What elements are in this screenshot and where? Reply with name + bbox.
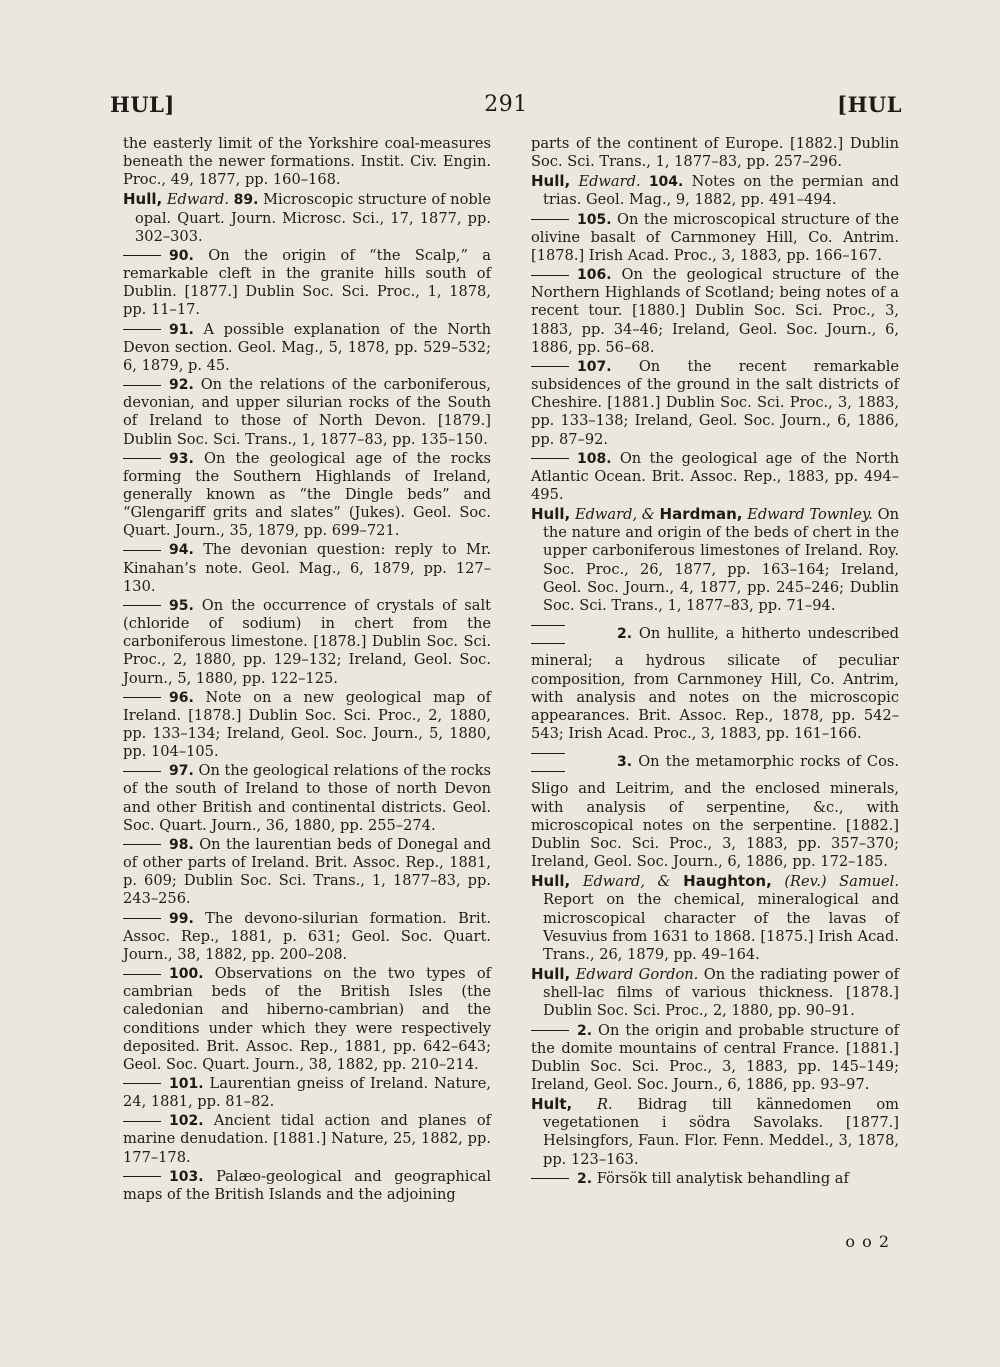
entry-author-given: Edward, & xyxy=(574,506,655,524)
repeat-dash xyxy=(123,458,161,459)
entry-coauthor: Haughton, xyxy=(683,872,772,891)
entry-text: On the radiating power of shell-lac films of various thickness. [1878.] Dublin Soc. Sci. Proc., 2, 1880, pp. 90–91. xyxy=(543,966,900,1020)
repeat-dash xyxy=(531,458,569,459)
entry-number: 107. xyxy=(577,358,612,375)
bibliography-entry xyxy=(123,1075,491,1111)
entry-number: 97. xyxy=(169,763,194,780)
bibliography-entry xyxy=(531,1170,899,1188)
repeat-dash xyxy=(123,771,161,772)
repeat-dash xyxy=(123,974,161,975)
right-column xyxy=(531,135,899,1189)
entry-number: 103. xyxy=(169,1168,204,1185)
entry-author-given: Edward Gordon. xyxy=(575,966,699,984)
entry-number: 2. xyxy=(577,1170,593,1187)
entry-number: 95. xyxy=(169,597,194,614)
entry-text: Ancient tidal action and planes of marine denudation. [1881.] Nature, 25, 1882, pp. 177–178. xyxy=(123,1112,492,1166)
repeat-dash xyxy=(531,1178,569,1179)
entry-number: 99. xyxy=(169,910,194,927)
bibliography-entry xyxy=(123,376,491,449)
entry-author: Hult, xyxy=(531,1095,573,1114)
header-left: HUL] xyxy=(110,92,175,117)
entry-text: the easterly limit of the Yorkshire coal-measures beneath the newer formations. Instit. Civ. Engin. Proc., 49, 1877, pp. 160–168. xyxy=(123,135,491,189)
entry-text: On hullite, a hitherto undescribed mineral; a hydrous silicate of peculiar composition, from Carnmoney Hill, Co. Antrim, with analysis and notes on the microscopic appearances. Brit. Assoc. Rep., 1878, pp. 542–543; Irish Acad. Proc., 3, 1883, pp. 161–166. xyxy=(531,625,900,742)
bibliography-entry xyxy=(123,135,491,189)
bibliography-entry xyxy=(123,762,491,835)
entry-text: Bidrag till kännedomen om vegetationen i södra Savolaks. [1877.] Helsingfors, Faun. Flor. Fenn. Meddel., 3, 1878, pp. 123–163. xyxy=(543,1096,899,1168)
entry-coauthor-given: Edward Townley. xyxy=(747,506,873,524)
repeat-dash xyxy=(123,844,161,845)
entry-text: On the nature and origin of the beds of chert in the upper carboniferous limestones of Ireland. Roy. Soc. Proc., 26, 1877, pp. 163–164; Ireland, Geol. Soc. Journ., 4, 1877, pp. 245–246; Dublin Soc. Sci. Trans., 1, 1877–83, pp. 71–94. xyxy=(543,506,900,614)
repeat-dash xyxy=(123,255,161,256)
entry-text: Note on a new geological map of Ireland. [1878.] Dublin Soc. Sci. Proc., 2, 1880, pp. 133–134; Ireland, Geol. Soc. Journ., 5, 1880, pp. 104–105. xyxy=(123,688,491,761)
entry-text: On the geological structure of the Northern Highlands of Scotland; being notes of a recent tour. [1880.] Dublin Soc. Sci. Proc., 3, 1883, pp. 34–46; Ireland, Geol. Soc. Journ., 6, 1886, pp. 56–68. xyxy=(531,266,900,356)
entry-text: A possible explanation of the North Devon section. Geol. Mag., 5, 1878, pp. 529–532; 6, 1879, p. 45. xyxy=(123,320,492,374)
repeat-dash xyxy=(123,1176,161,1177)
bibliography-entry xyxy=(531,358,899,449)
entry-text: On the recent remarkable subsidences of the ground in the salt districts of Cheshire. [1881.] Dublin Soc. Sci. Proc., 3, 1883, pp. 133–138; Ireland, Geol. Soc. Journ., 6, 1886, pp. 87–92. xyxy=(531,357,899,448)
entry-number: 108. xyxy=(577,450,612,467)
entry-number: 3. xyxy=(617,754,633,771)
bibliography-entry xyxy=(123,321,491,375)
bibliography-entry xyxy=(123,247,491,320)
entry-author: Hull, xyxy=(531,172,571,191)
bibliography-entry xyxy=(123,910,491,964)
entry-number: 104. xyxy=(648,174,684,191)
bibliography-entry xyxy=(531,1095,899,1169)
entry-text: On the relations of the carboniferous, devonian, and upper silurian rocks of the South of Ireland to those of North Devon. [1879.] Dublin Soc. Sci. Trans., 1, 1877–83, pp. 135–150. xyxy=(123,376,492,448)
entry-number: 90. xyxy=(169,247,194,264)
entry-number: 102. xyxy=(169,1113,204,1130)
entry-text: The devono-silurian formation. Brit. Assoc. Rep., 1881, p. 631; Geol. Soc. Quart. Journ., 38, 1882, pp. 200–208. xyxy=(123,909,492,963)
entry-number: 94. xyxy=(169,542,194,559)
repeat-dash xyxy=(123,605,161,606)
repeat-dash xyxy=(123,918,161,919)
entry-text: Microscopic structure of noble opal. Quart. Journ. Microsc. Sci., 17, 1877, pp. 302–303. xyxy=(135,191,492,245)
repeat-dash xyxy=(123,329,161,330)
entry-number: 2. xyxy=(577,1022,593,1039)
entry-text: On the origin and probable structure of the domite mountains of central France. [1881.] Dublin Soc. Sci. Proc., 3, 1883, pp. 145–149; Ireland, Geol. Soc. Journ., 6, 1886, pp. 93–97. xyxy=(531,1021,900,1093)
bibliography-entry xyxy=(123,190,491,245)
bibliography-entry xyxy=(531,450,899,504)
bibliography-entry xyxy=(531,172,899,209)
bibliography-entry xyxy=(123,836,491,909)
repeat-dash xyxy=(531,219,569,220)
entry-text: Report on the chemical, mineralogical and microscopical character of the lavas of Vesuvius from 1631 to 1868. [1875.] Irish Acad. Trans., 26, 1879, pp. 49–164. xyxy=(543,891,899,963)
repeat-dash xyxy=(531,275,569,276)
entry-number: 98. xyxy=(169,836,194,853)
bibliography-entry xyxy=(123,597,491,688)
page-number: 291 xyxy=(484,92,528,117)
entry-number: 2. xyxy=(617,626,633,643)
repeat-dash xyxy=(123,550,161,551)
entry-text: On the laurentian beds of Donegal and of other parts of Ireland. Brit. Assoc. Rep., 1881, p. 609; Dublin Soc. Sci. Trans., 1, 1877–83, pp. 243–256. xyxy=(123,835,491,908)
entry-author: Hull, xyxy=(531,872,571,891)
entry-author-given: R. xyxy=(597,1096,613,1114)
entry-text: On the metamorphic rocks of Cos. Sligo and Leitrim, and the enclosed minerals, with analysis of serpentine, &c., with microscopical notes on the serpentine. [1882.] Dublin Soc. Sci. Proc., 3, 1883, pp. 357–370; Ireland, Geol. Soc. Journ., 6, 1886, pp. 172–185. xyxy=(531,753,900,871)
bibliography-entry xyxy=(123,1112,491,1166)
entry-author-given: Edward. xyxy=(166,191,230,209)
entry-text: parts of the continent of Europe. [1882.] Dublin Soc. Sci. Trans., 1, 1877–83, pp. 257–296. xyxy=(531,135,899,171)
left-column xyxy=(123,135,491,1205)
entry-author: Hull, xyxy=(531,505,571,524)
bibliography-entry xyxy=(531,505,899,615)
entry-text: On the geological age of the rocks forming the Southern Highlands of Ireland, generally known as “the Dingle beds” and “Glengariff grits and slates” (Jukes). Geol. Soc. Quart. Journ., 35, 1879, pp. 699–721. xyxy=(123,449,492,540)
entry-text: On the geological relations of the rocks of the south of Ireland to those of north Devon and other British and continental districts. Geol. Soc. Quart. Journ., 36, 1880, pp. 255–274. xyxy=(123,762,492,834)
running-header xyxy=(110,92,902,128)
entry-coauthor-given: (Rev.) Samuel. xyxy=(784,873,899,891)
entry-number: 105. xyxy=(577,211,612,228)
entry-number: 92. xyxy=(169,377,194,394)
entry-text: Observations on the two types of cambrian beds of the British Isles (the caledonian and hiberno-cambrian) and the conditions under which they were respectively deposited. Brit. Assoc. Rep., 1881, pp. 642–643; Geol. Soc. Quart. Journ., 38, 1882, pp. 210–214. xyxy=(123,965,492,1073)
entry-text: Laurentian gneiss of Ireland. Nature, 24, 1881, pp. 81–82. xyxy=(123,1074,492,1111)
entry-number: 93. xyxy=(169,450,194,467)
bibliography-entry xyxy=(531,211,899,265)
bibliography-entry xyxy=(123,541,491,595)
entry-coauthor: Hardman, xyxy=(659,505,743,524)
bibliography-entry xyxy=(123,1168,491,1204)
repeat-dash xyxy=(123,697,161,698)
bibliography-entry xyxy=(123,450,491,541)
entry-number: 89. xyxy=(233,192,259,209)
repeat-dash xyxy=(531,366,569,367)
entry-number: 101. xyxy=(169,1075,204,1092)
repeat-dash-double xyxy=(531,616,609,652)
entry-number: 106. xyxy=(577,267,612,284)
bibliography-entry xyxy=(531,965,899,1020)
repeat-dash-double xyxy=(531,744,609,780)
entry-author-given: Edward. xyxy=(578,173,641,191)
entry-text: Notes on the permian and trias. Geol. Mag., 9, 1882, pp. 491–494. xyxy=(543,173,900,209)
bibliography-entry xyxy=(531,616,899,743)
entry-text: Palæo-geological and geographical maps of the British Islands and the adjoining xyxy=(123,1167,491,1203)
entry-text: The devonian question: reply to Mr. Kinahan’s note. Geol. Mag., 6, 1879, pp. 127–130. xyxy=(123,541,491,595)
repeat-dash xyxy=(123,1121,161,1122)
header-right: [HUL xyxy=(837,92,902,117)
repeat-dash xyxy=(123,1083,161,1084)
entry-text: Försök till analytisk behandling af xyxy=(596,1169,849,1187)
repeat-dash xyxy=(123,385,161,386)
repeat-dash xyxy=(531,1030,569,1031)
bibliography-entry xyxy=(531,1022,899,1095)
entry-text: On the geological age of the North Atlantic Ocean. Brit. Assoc. Rep., 1883, pp. 494–495. xyxy=(531,449,899,503)
bibliography-entry xyxy=(531,744,899,871)
entry-text: On the occurrence of crystals of salt (chloride of sodium) in chert from the carboniferous limestone. [1878.] Dublin Soc. Sci. Proc., 2, 1880, pp. 129–132; Ireland, Geol. Soc. Journ., 5, 1880, pp. 122–125. xyxy=(123,596,491,687)
bibliography-entry xyxy=(531,135,899,171)
bibliography-entry xyxy=(123,965,491,1074)
entry-author-given: Edward, & xyxy=(582,873,671,891)
entry-number: 100. xyxy=(169,966,204,983)
bibliography-entry xyxy=(531,872,899,964)
signature-mark: o o 2 xyxy=(845,1232,890,1251)
bibliography-entry xyxy=(123,689,491,762)
entry-author: Hull, xyxy=(531,965,571,984)
bibliography-entry xyxy=(531,266,899,357)
entry-text: On the origin of “the Scalp,” a remarkable cleft in the granite hills south of Dublin. [1877.] Dublin Soc. Sci. Proc., 1, 1878, pp. 11–17. xyxy=(123,246,492,319)
entry-number: 96. xyxy=(169,689,194,706)
entry-number: 91. xyxy=(169,321,194,338)
entry-text: On the microscopical structure of the olivine basalt of Carnmoney Hill, Co. Antrim. [1878.] Irish Acad. Proc., 3, 1883, pp. 166–167. xyxy=(531,210,899,264)
entry-author: Hull, xyxy=(123,190,163,209)
